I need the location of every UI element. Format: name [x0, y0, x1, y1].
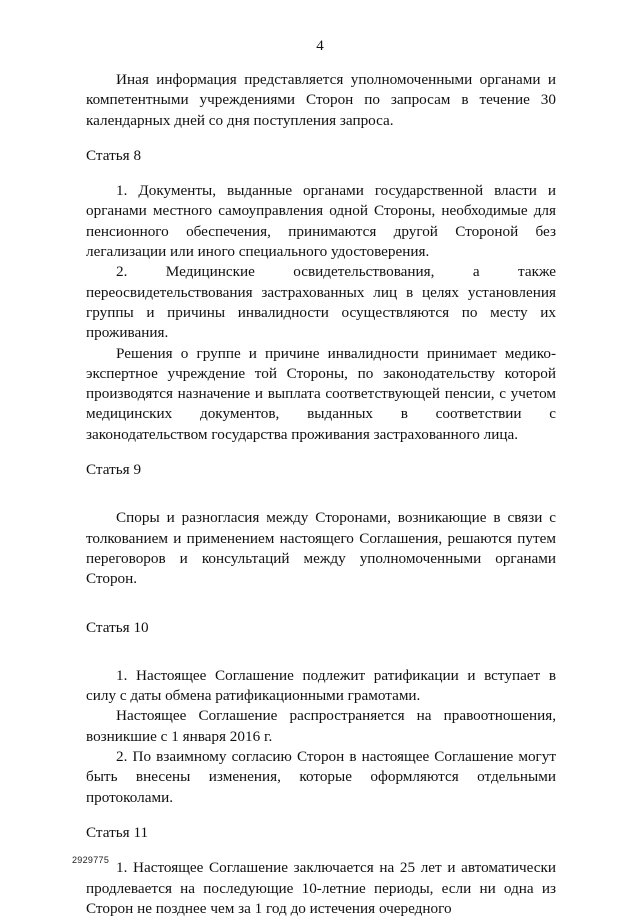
- paragraph-article-11-1: 1. Настоящее Соглашение заключается на 25 лет и автоматически продлевается на последующие 10-летние периоды, если ни одна из Сторон не позднее чем за 1 год до истечения очередного: [86, 859, 556, 917]
- document-code: 2929775: [72, 855, 110, 865]
- heading-article-8: Статья 8: [86, 146, 142, 164]
- heading-article-9: Статья 9: [86, 461, 142, 479]
- paragraph-article-8-1: 1. Документы, выданные органами государственной власти и органами местного самоуправления одной Стороны, необходимые для пенсионного обеспечения, принимаются другой Стороной без легализации или иного специального удостоверения.: [86, 182, 556, 261]
- paragraph-article-8-2: 2. Медицинские освидетельствования, а также переосвидетельствования застрахованных лиц в целях установления группы и причины инвалидности осуществляются по месту их проживания.: [86, 263, 556, 342]
- paragraph-intro: Иная информация представляется уполномоченными органами и компетентными учреждениями Сторон по запросам в течение 30 календарных дней со дня поступления запроса.: [86, 71, 556, 129]
- heading-article-11: Статья 11: [86, 823, 149, 841]
- page-number: 4: [316, 38, 324, 54]
- paragraph-article-10-3: 2. По взаимному согласию Сторон в настоящее Соглашение могут быть внесены изменения, которые оформляются отдельными протоколами.: [86, 748, 556, 806]
- document-body: [86, 70, 556, 919]
- heading-article-10: Статья 10: [86, 618, 149, 636]
- paragraph-article-9-1: Споры и разногласия между Сторонами, возникающие в связи с толкованием и применением настоящего Соглашения, решаются путем переговоров и консультаций между уполномоченными органами Сторон.: [86, 509, 556, 588]
- paragraph-article-10-1: 1. Настоящее Соглашение подлежит ратификации и вступает в силу с даты обмена ратификационными грамотами.: [86, 666, 556, 705]
- paragraph-article-8-3: Решения о группе и причине инвалидности принимает медико-экспертное учреждение той Стороны, по законодательству которой производятся назначение и выплата соответствующей пенсии, с учетом медицинских документов, выданных в соответствии с законодательством государства проживания застрахованного лица.: [86, 344, 556, 443]
- paragraph-article-10-2: Настоящее Соглашение распространяется на правоотношения, возникшие с 1 января 2016 г.: [86, 707, 556, 745]
